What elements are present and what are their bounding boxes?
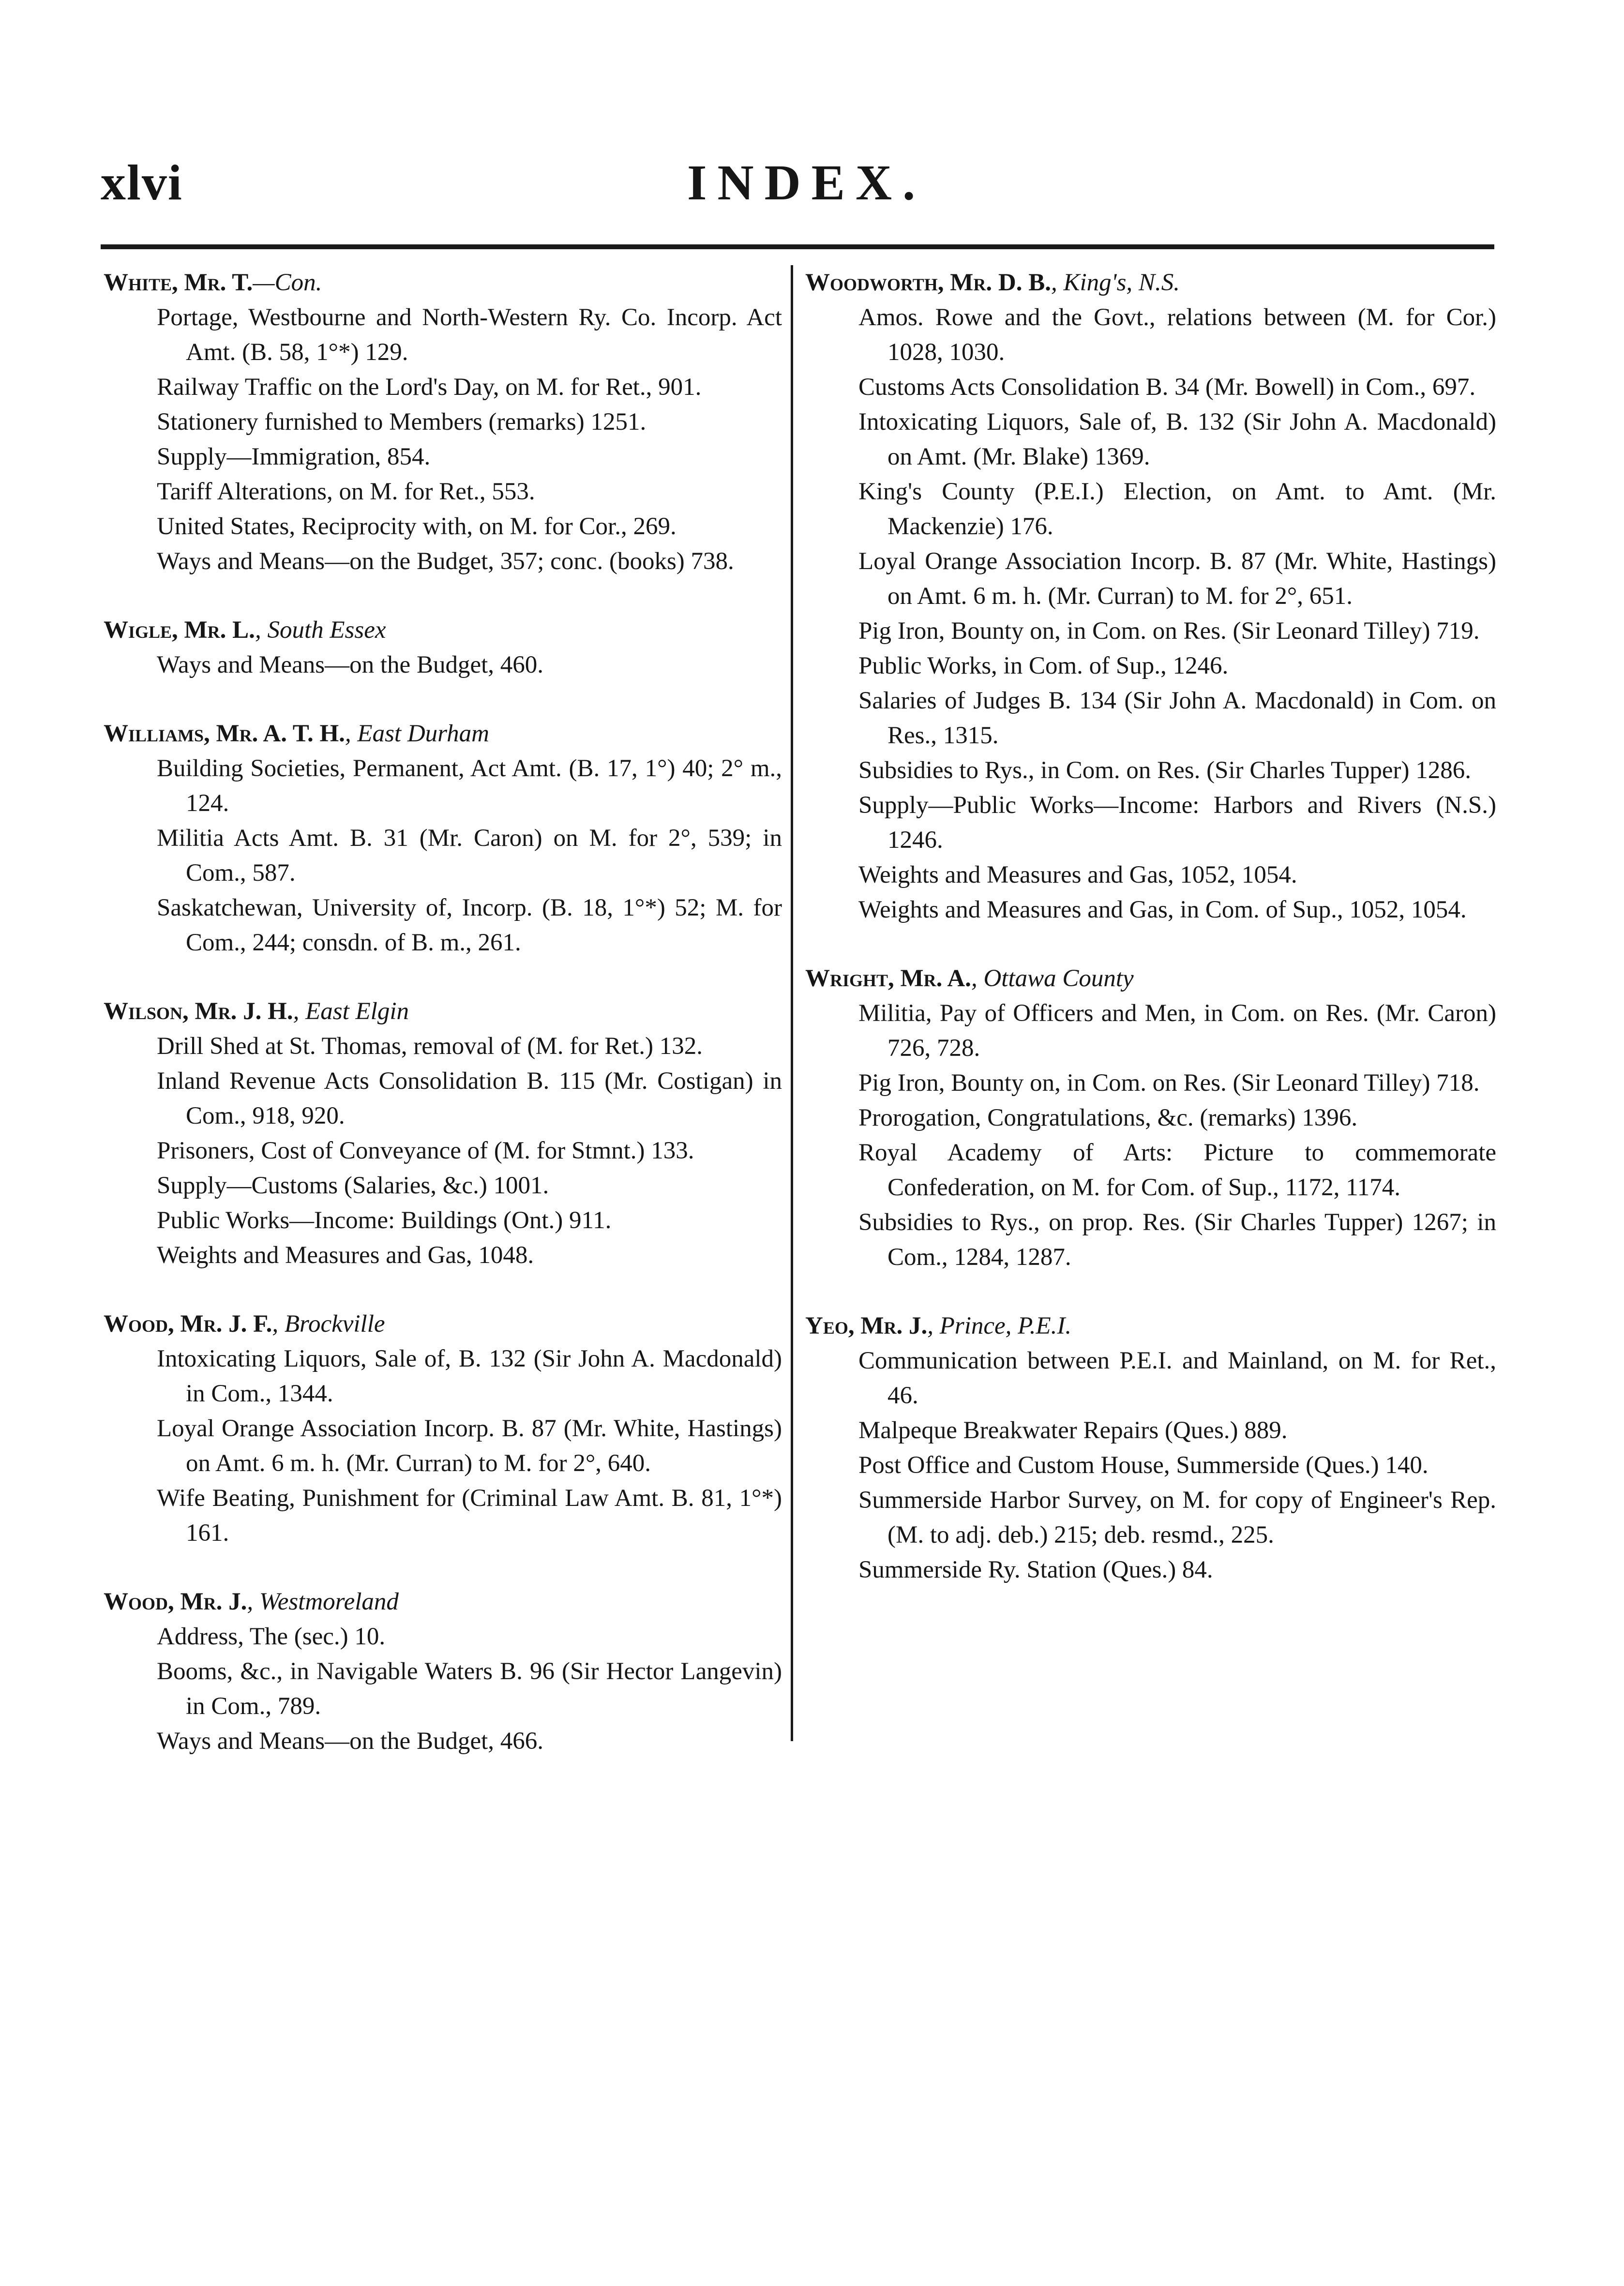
member-riding: , Prince, P.E.I. (927, 1312, 1072, 1339)
index-entry: Tariff Alterations, on M. for Ret., 553. (157, 478, 535, 505)
index-entry: Ways and Means—on the Budget, 460. (157, 651, 544, 678)
member-heading (104, 613, 782, 647)
index-entry: Supply—Immigration, 854. (157, 443, 431, 470)
index-entry: Drill Shed at St. Thomas, removal of (M. for Ret.) 132. (157, 1033, 703, 1060)
index-entry: Malpeque Breakwater Repairs (Ques.) 889. (858, 1417, 1288, 1444)
index-entry: Ways and Means—on the Budget, 357; conc. (books) 738. (157, 548, 734, 575)
member-name: Yeo, Mr. J. (805, 1312, 928, 1339)
member-heading (805, 1308, 1496, 1343)
index-entry: Weights and Measures and Gas, in Com. of Sup., 1052, 1054. (858, 896, 1467, 923)
member-riding: —Con. (253, 269, 322, 296)
member-name: White, Mr. T. (104, 269, 253, 296)
column-divider (791, 265, 793, 1741)
page-title: INDEX. (687, 155, 926, 211)
index-column-right (805, 265, 1496, 1587)
index-entry: Supply—Customs (Salaries, &c.) 1001. (157, 1172, 549, 1199)
index-entry: United States, Reciprocity with, on M. for Cor., 269. (157, 513, 677, 540)
member-name: Wood, Mr. J. F. (104, 1310, 272, 1338)
index-entry: Royal Academy of Arts: Picture to commemorate Confederation, on M. for Com. of Sup., 1172, 1174. (858, 1139, 1496, 1201)
member-riding: , Brockville (272, 1310, 385, 1338)
index-entry: Prorogation, Congratulations, &c. (remarks) 1396. (858, 1104, 1358, 1131)
index-entry: Intoxicating Liquors, Sale of, B. 132 (Sir John A. Macdonald) on Amt. (Mr. Blake) 1369. (858, 408, 1496, 470)
member-name: Wigle, Mr. L. (104, 617, 255, 644)
index-entry: Building Societies, Permanent, Act Amt. (B. 17, 1°) 40; 2° m., 124. (157, 755, 782, 817)
member-heading (104, 994, 782, 1029)
index-entry: Inland Revenue Acts Consolidation B. 115 (Mr. Costigan) in Com., 918, 920. (157, 1068, 782, 1129)
member-heading (104, 1307, 782, 1341)
index-member (805, 961, 1496, 1275)
member-riding: , East Durham (345, 720, 489, 747)
index-entry: Stationery furnished to Members (remarks) 1251. (157, 408, 647, 436)
index-entry: Loyal Orange Association Incorp. B. 87 (Mr. White, Hastings) on Amt. 6 m. h. (Mr. Curran) to M. for 2°, 640. (157, 1415, 782, 1477)
index-entry: Customs Acts Consolidation B. 34 (Mr. Bowell) in Com., 697. (858, 374, 1476, 401)
index-entry: King's County (P.E.I.) Election, on Amt. to Amt. (Mr. Mackenzie) 176. (858, 478, 1496, 540)
index-member (104, 716, 782, 960)
member-heading (805, 265, 1496, 300)
member-riding: , Ottawa County (971, 965, 1134, 992)
index-entry: Amos. Rowe and the Govt., relations between (M. for Cor.) 1028, 1030. (858, 304, 1496, 366)
index-entry: Subsidies to Rys., in Com. on Res. (Sir Charles Tupper) 1286. (858, 757, 1471, 784)
index-entry: Militia Acts Amt. B. 31 (Mr. Caron) on M. for 2°, 539; in Com., 587. (157, 825, 782, 887)
index-member (104, 265, 782, 579)
index-member (805, 265, 1496, 927)
index-entry: Prisoners, Cost of Conveyance of (M. for Stmnt.) 133. (157, 1137, 694, 1164)
index-entry: Pig Iron, Bounty on, in Com. on Res. (Sir Leonard Tilley) 718. (858, 1069, 1480, 1097)
index-member (104, 613, 782, 682)
index-member (104, 1584, 782, 1759)
member-name: Williams, Mr. A. T. H. (104, 720, 345, 747)
member-name: Wood, Mr. J. (104, 1588, 247, 1615)
member-heading (104, 265, 782, 300)
index-entry: Public Works, in Com. of Sup., 1246. (858, 652, 1229, 679)
index-entry: Loyal Orange Association Incorp. B. 87 (Mr. White, Hastings) on Amt. 6 m. h. (Mr. Curran) to M. for 2°, 651. (858, 548, 1496, 610)
header-rule (101, 244, 1494, 249)
index-entry: Railway Traffic on the Lord's Day, on M. for Ret., 901. (157, 374, 702, 401)
index-entry: Wife Beating, Punishment for (Criminal Law Amt. B. 81, 1°*) 161. (157, 1485, 782, 1547)
index-entry: Saskatchewan, University of, Incorp. (B. 18, 1°*) 52; M. for Com., 244; consdn. of B. m., 261. (157, 894, 782, 956)
member-heading (805, 961, 1496, 996)
index-entry: Supply—Public Works—Income: Harbors and Rivers (N.S.) 1246. (858, 792, 1496, 854)
index-entry: Communication between P.E.I. and Mainland, on M. for Ret., 46. (858, 1347, 1496, 1409)
index-entry: Address, The (sec.) 10. (157, 1623, 386, 1650)
index-entry: Weights and Measures and Gas, 1052, 1054. (858, 861, 1297, 888)
index-entry: Ways and Means—on the Budget, 466. (157, 1728, 544, 1755)
index-member (104, 994, 782, 1273)
index-member (104, 1307, 782, 1550)
member-name: Wright, Mr. A. (805, 965, 971, 992)
member-heading (104, 1584, 782, 1619)
index-entry: Subsidies to Rys., on prop. Res. (Sir Charles Tupper) 1267; in Com., 1284, 1287. (858, 1209, 1496, 1271)
member-riding: , East Elgin (293, 998, 409, 1025)
index-entry: Portage, Westbourne and North-Western Ry. Co. Incorp. Act Amt. (B. 58, 1°*) 129. (157, 304, 782, 366)
member-riding: , King's, N.S. (1051, 269, 1180, 296)
index-entry: Summerside Harbor Survey, on M. for copy of Engineer's Rep. (M. to adj. deb.) 215; deb. resmd., 225. (858, 1487, 1496, 1549)
index-column-left (104, 265, 782, 1759)
index-entry: Post Office and Custom House, Summerside (Ques.) 140. (858, 1452, 1429, 1479)
index-member (805, 1308, 1496, 1587)
index-entry: Public Works—Income: Buildings (Ont.) 911. (157, 1207, 612, 1234)
page-number: xlvi (101, 155, 183, 211)
index-entry: Booms, &c., in Navigable Waters B. 96 (Sir Hector Langevin) in Com., 789. (157, 1658, 782, 1720)
index-entry: Summerside Ry. Station (Ques.) 84. (858, 1556, 1213, 1583)
index-entry: Pig Iron, Bounty on, in Com. on Res. (Sir Leonard Tilley) 719. (858, 617, 1480, 645)
member-name: Woodworth, Mr. D. B. (805, 269, 1051, 296)
member-riding: , Westmoreland (247, 1588, 399, 1615)
index-entry: Salaries of Judges B. 134 (Sir John A. Macdonald) in Com. on Res., 1315. (858, 687, 1496, 749)
index-entry: Intoxicating Liquors, Sale of, B. 132 (Sir John A. Macdonald) in Com., 1344. (157, 1345, 782, 1407)
index-entry: Weights and Measures and Gas, 1048. (157, 1242, 534, 1269)
member-heading (104, 716, 782, 751)
index-entry: Militia, Pay of Officers and Men, in Com. on Res. (Mr. Caron) 726, 728. (858, 1000, 1496, 1062)
member-name: Wilson, Mr. J. H. (104, 998, 293, 1025)
member-riding: , South Essex (255, 617, 386, 644)
